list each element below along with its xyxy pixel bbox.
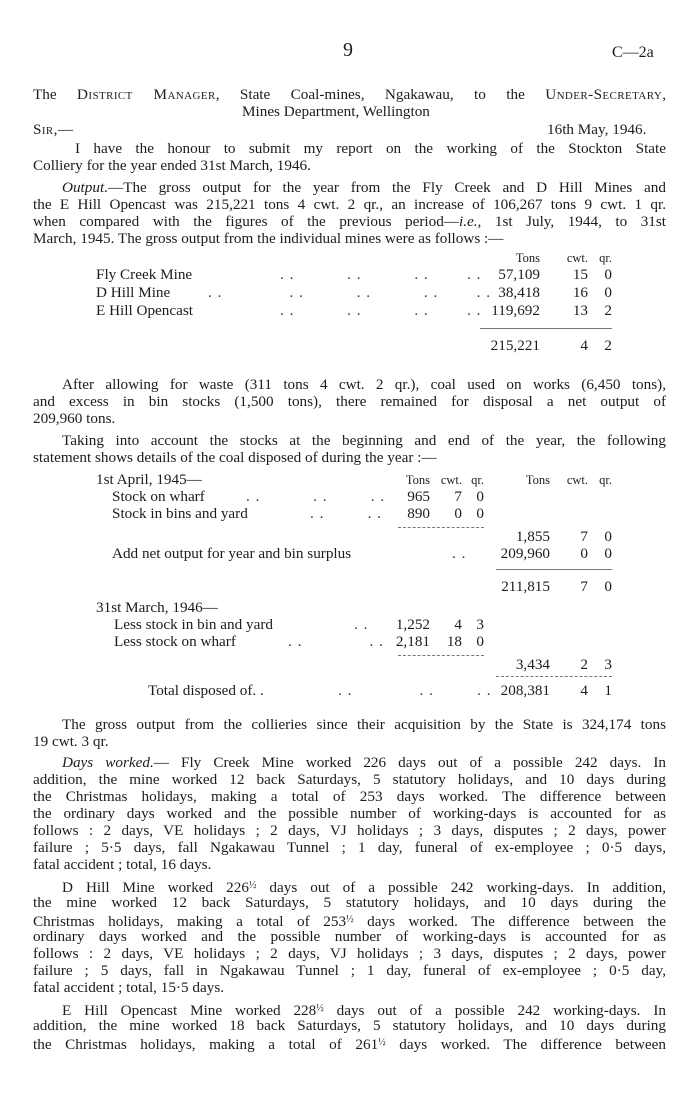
days-fly-line-2: addition, the mine worked 12 back Saturdays, 5 statutory holidays, and 10 days during [33, 771, 666, 788]
add-net-output-tons: 209,960 [500, 545, 550, 562]
stock-row-tons: 890 [407, 505, 430, 522]
leader-dots: . . [354, 616, 369, 633]
days-d-line-1: D Hill Mine worked $226^{\frac{1}{2}}$ days out of a possible 242 working-days. In addition, [62, 879, 666, 896]
output-row-qr: 2 [604, 302, 612, 319]
less-stock-cwt: 4 [454, 616, 462, 633]
letter-recipient-line: Mines Department, Wellington [242, 103, 430, 120]
subtotal-qr: 0 [604, 578, 612, 595]
document-reference: C—2a [612, 44, 654, 61]
closing-date: 31st March, 1946— [96, 599, 218, 616]
output-row-qr: 0 [604, 284, 612, 301]
page-number: 9 [343, 39, 353, 61]
subtotal-tons: 211,815 [501, 578, 550, 595]
disposal-inner-header-cwt: cwt. [440, 473, 462, 487]
less-stock-label: Less stock on wharf [114, 633, 236, 650]
output-table-header-tons: Tons [515, 251, 540, 265]
intro-line-2: Colliery for the year ended 31st March, 1946. [33, 157, 311, 174]
intro-line-1: I have the honour to submit my report on the working of the Stockton State [75, 140, 666, 157]
output-total-tons: 215,221 [490, 337, 540, 354]
leader-dots: . . . . . . . . . . [208, 284, 492, 301]
opening-total-cwt: 7 [580, 528, 588, 545]
stock-row-cwt: 0 [454, 505, 462, 522]
letter-date: 16th May, 1946. [547, 121, 647, 138]
less-stock-qr: 3 [476, 616, 484, 633]
output-line-1: Output.—The gross output for the year from the Fly Creek and D Hill Mines and [62, 179, 666, 196]
output-table-header-qr: qr. [599, 251, 612, 265]
total-rule [496, 676, 612, 677]
gross-total-line-2: 19 cwt. 3 qr. [33, 733, 109, 750]
district-manager-title: District Manager [77, 86, 216, 103]
output-row-cwt: 16 [572, 284, 588, 301]
output-table-header-cwt: cwt. [566, 251, 588, 265]
closing-total-cwt: 2 [580, 656, 588, 673]
fraction-half: ½ [248, 880, 257, 891]
letter-from-line: The District Manager, State Coal-mines, Ngakawau, to the Under-Secretary, [33, 86, 666, 103]
subtotal-rule [398, 527, 484, 528]
total-disposed-label: Total disposed of. . [148, 682, 264, 699]
closing-total-qr: 3 [604, 656, 612, 673]
leader-dots: . . . . . . [246, 488, 386, 505]
output-row-qr: 0 [604, 266, 612, 283]
waste-line-3: 209,960 tons. [33, 410, 116, 427]
stock-row-qr: 0 [476, 488, 484, 505]
total-disposed-qr: 1 [604, 682, 612, 699]
add-net-output-label: Add net output for year and bin surplus [112, 545, 352, 562]
total-disposed-cwt: 4 [580, 682, 588, 699]
less-stock-label: Less stock in bin and yard [114, 616, 274, 633]
leader-dots: . . [452, 545, 467, 562]
waste-line-1: After allowing for waste (311 tons 4 cwt. 2 qr.), coal used on works (6,450 tons), [62, 376, 666, 393]
output-heading: Output. [62, 179, 108, 196]
output-row-tons: 38,418 [498, 284, 540, 301]
leader-dots: . . . . . . [338, 682, 492, 699]
stock-row-qr: 0 [476, 505, 484, 522]
fraction-half: ½ [316, 1003, 324, 1014]
days-fly-line-6: failure ; 5·5 days, fall Ngakawau Tunnel ; 1 day, funeral of ex-employee ; 0·5 days, [33, 839, 666, 856]
waste-line-2: and excess in bin stocks (1,500 tons), there remained for disposal a net output of [33, 393, 666, 410]
stock-row-label: Stock on wharf [112, 488, 205, 505]
days-fly-line-5: follows : 2 days, VE holidays ; 2 days, VJ holidays ; 3 days, disputes ; 2 days, power [33, 822, 666, 839]
days-d-line-5: follows : 2 days, VE holidays ; 2 days, VJ holidays ; 3 days, disputes ; 2 days, power [33, 945, 666, 962]
less-stock-cwt: 18 [446, 633, 462, 650]
output-total-qr: 2 [604, 337, 612, 354]
subtotal-cwt: 7 [580, 578, 588, 595]
days-d-line-7: fatal accident ; total, 15·5 days. [33, 979, 225, 996]
total-rule [480, 328, 612, 329]
subtotal-rule [496, 569, 612, 570]
add-net-output-qr: 0 [604, 545, 612, 562]
output-row-tons: 57,109 [498, 266, 540, 283]
days-fly-line-4: the ordinary days worked and the possible number of working-days is accounted for as [33, 805, 666, 822]
stock-row-tons: 965 [407, 488, 430, 505]
leader-dots: . . . . [288, 633, 384, 650]
days-d-line-3: Christmas holidays, making a total of $253^{\frac{1}{2}}$ days worked. The difference between the [33, 913, 666, 930]
salutation: Sir,— [33, 121, 74, 138]
disposal-inner-header-qr: qr. [471, 473, 484, 487]
output-row-label: E Hill Opencast [96, 302, 194, 319]
days-e-line-1: E Hill Opencast Mine worked $228^{\frac{1}{2}}$ days out of a possible 242 working-days. In [62, 1002, 666, 1019]
opening-date: 1st April, 1945— [96, 471, 202, 488]
under-secretary-title: Under-Secretary [545, 86, 663, 103]
output-row-cwt: 13 [572, 302, 588, 319]
days-fly-line-7: fatal accident ; total, 16 days. [33, 856, 212, 873]
leader-dots: . . . . . . . . [280, 266, 482, 283]
days-worked-heading: Days worked. [62, 754, 154, 771]
fraction-half: ½ [378, 1037, 386, 1048]
gross-total-line-1: The gross output from the collieries since their acquisition by the State is 324,174 tons [62, 716, 666, 733]
closing-total-tons: 3,434 [515, 656, 550, 673]
disposal-outer-header-qr: qr. [599, 473, 612, 487]
output-row-label: D Hill Mine [96, 284, 171, 301]
subtotal-rule [398, 655, 484, 656]
output-line-3: when compared with the figures of the previous period—i.e., 1st July, 1944, to 31st [33, 213, 667, 230]
output-total-cwt: 4 [580, 337, 588, 354]
less-stock-qr: 0 [476, 633, 484, 650]
output-line-4: March, 1945. The gross output from the individual mines were as follows :— [33, 230, 504, 247]
stocks-line-2: statement shows details of the coal disposed of during the year :— [33, 449, 437, 466]
total-disposed-tons: 208,381 [500, 682, 550, 699]
fraction-half: ½ [346, 914, 354, 925]
stock-row-cwt: 7 [454, 488, 462, 505]
days-d-line-6: failure ; 5 days, fall in Ngakawau Tunnel ; 1 day, funeral of ex-employee ; 0·5 day, [33, 962, 666, 979]
days-d-line-4: ordinary days worked and the possible number of working-days is accounted for as [33, 928, 666, 945]
days-fly-line-3: the Christmas holidays, making a total of 253 days worked. The difference between [33, 788, 666, 805]
leader-dots: . . . . [310, 505, 382, 522]
stocks-line-1: Taking into account the stocks at the beginning and end of the year, the following [62, 432, 666, 449]
less-stock-tons: 2,181 [395, 633, 430, 650]
days-e-line-3: the Christmas holidays, making a total of $261^{\frac{1}{2}}$ days worked. The difference between [33, 1036, 666, 1053]
disposal-outer-header-tons: Tons [525, 473, 550, 487]
disposal-outer-header-cwt: cwt. [566, 473, 588, 487]
add-net-output-cwt: 0 [580, 545, 588, 562]
leader-dots: . . . . . . . . [280, 302, 482, 319]
output-row-tons: 119,692 [491, 302, 540, 319]
disposal-inner-header-tons: Tons [405, 473, 430, 487]
days-fly-line-1: Days worked.— Fly Creek Mine worked 226 days out of a possible 242 days. In [62, 754, 666, 771]
opening-total-tons: 1,855 [515, 528, 550, 545]
opening-total-qr: 0 [604, 528, 612, 545]
output-line-2: the E Hill Opencast was 215,221 tons 4 cwt. 2 qr., an increase of 106,267 tons 9 cwt. 1 qr. [33, 196, 666, 213]
stock-row-label: Stock in bins and yard [112, 505, 248, 522]
less-stock-tons: 1,252 [395, 616, 430, 633]
days-e-line-2: addition, the mine worked 18 back Saturdays, 5 statutory holidays, and 10 days during [33, 1017, 666, 1034]
output-row-label: Fly Creek Mine [96, 266, 193, 283]
days-d-line-2: the mine worked 12 back Saturdays, 5 statutory holidays, and 10 days during the [33, 894, 666, 911]
output-row-cwt: 15 [572, 266, 588, 283]
